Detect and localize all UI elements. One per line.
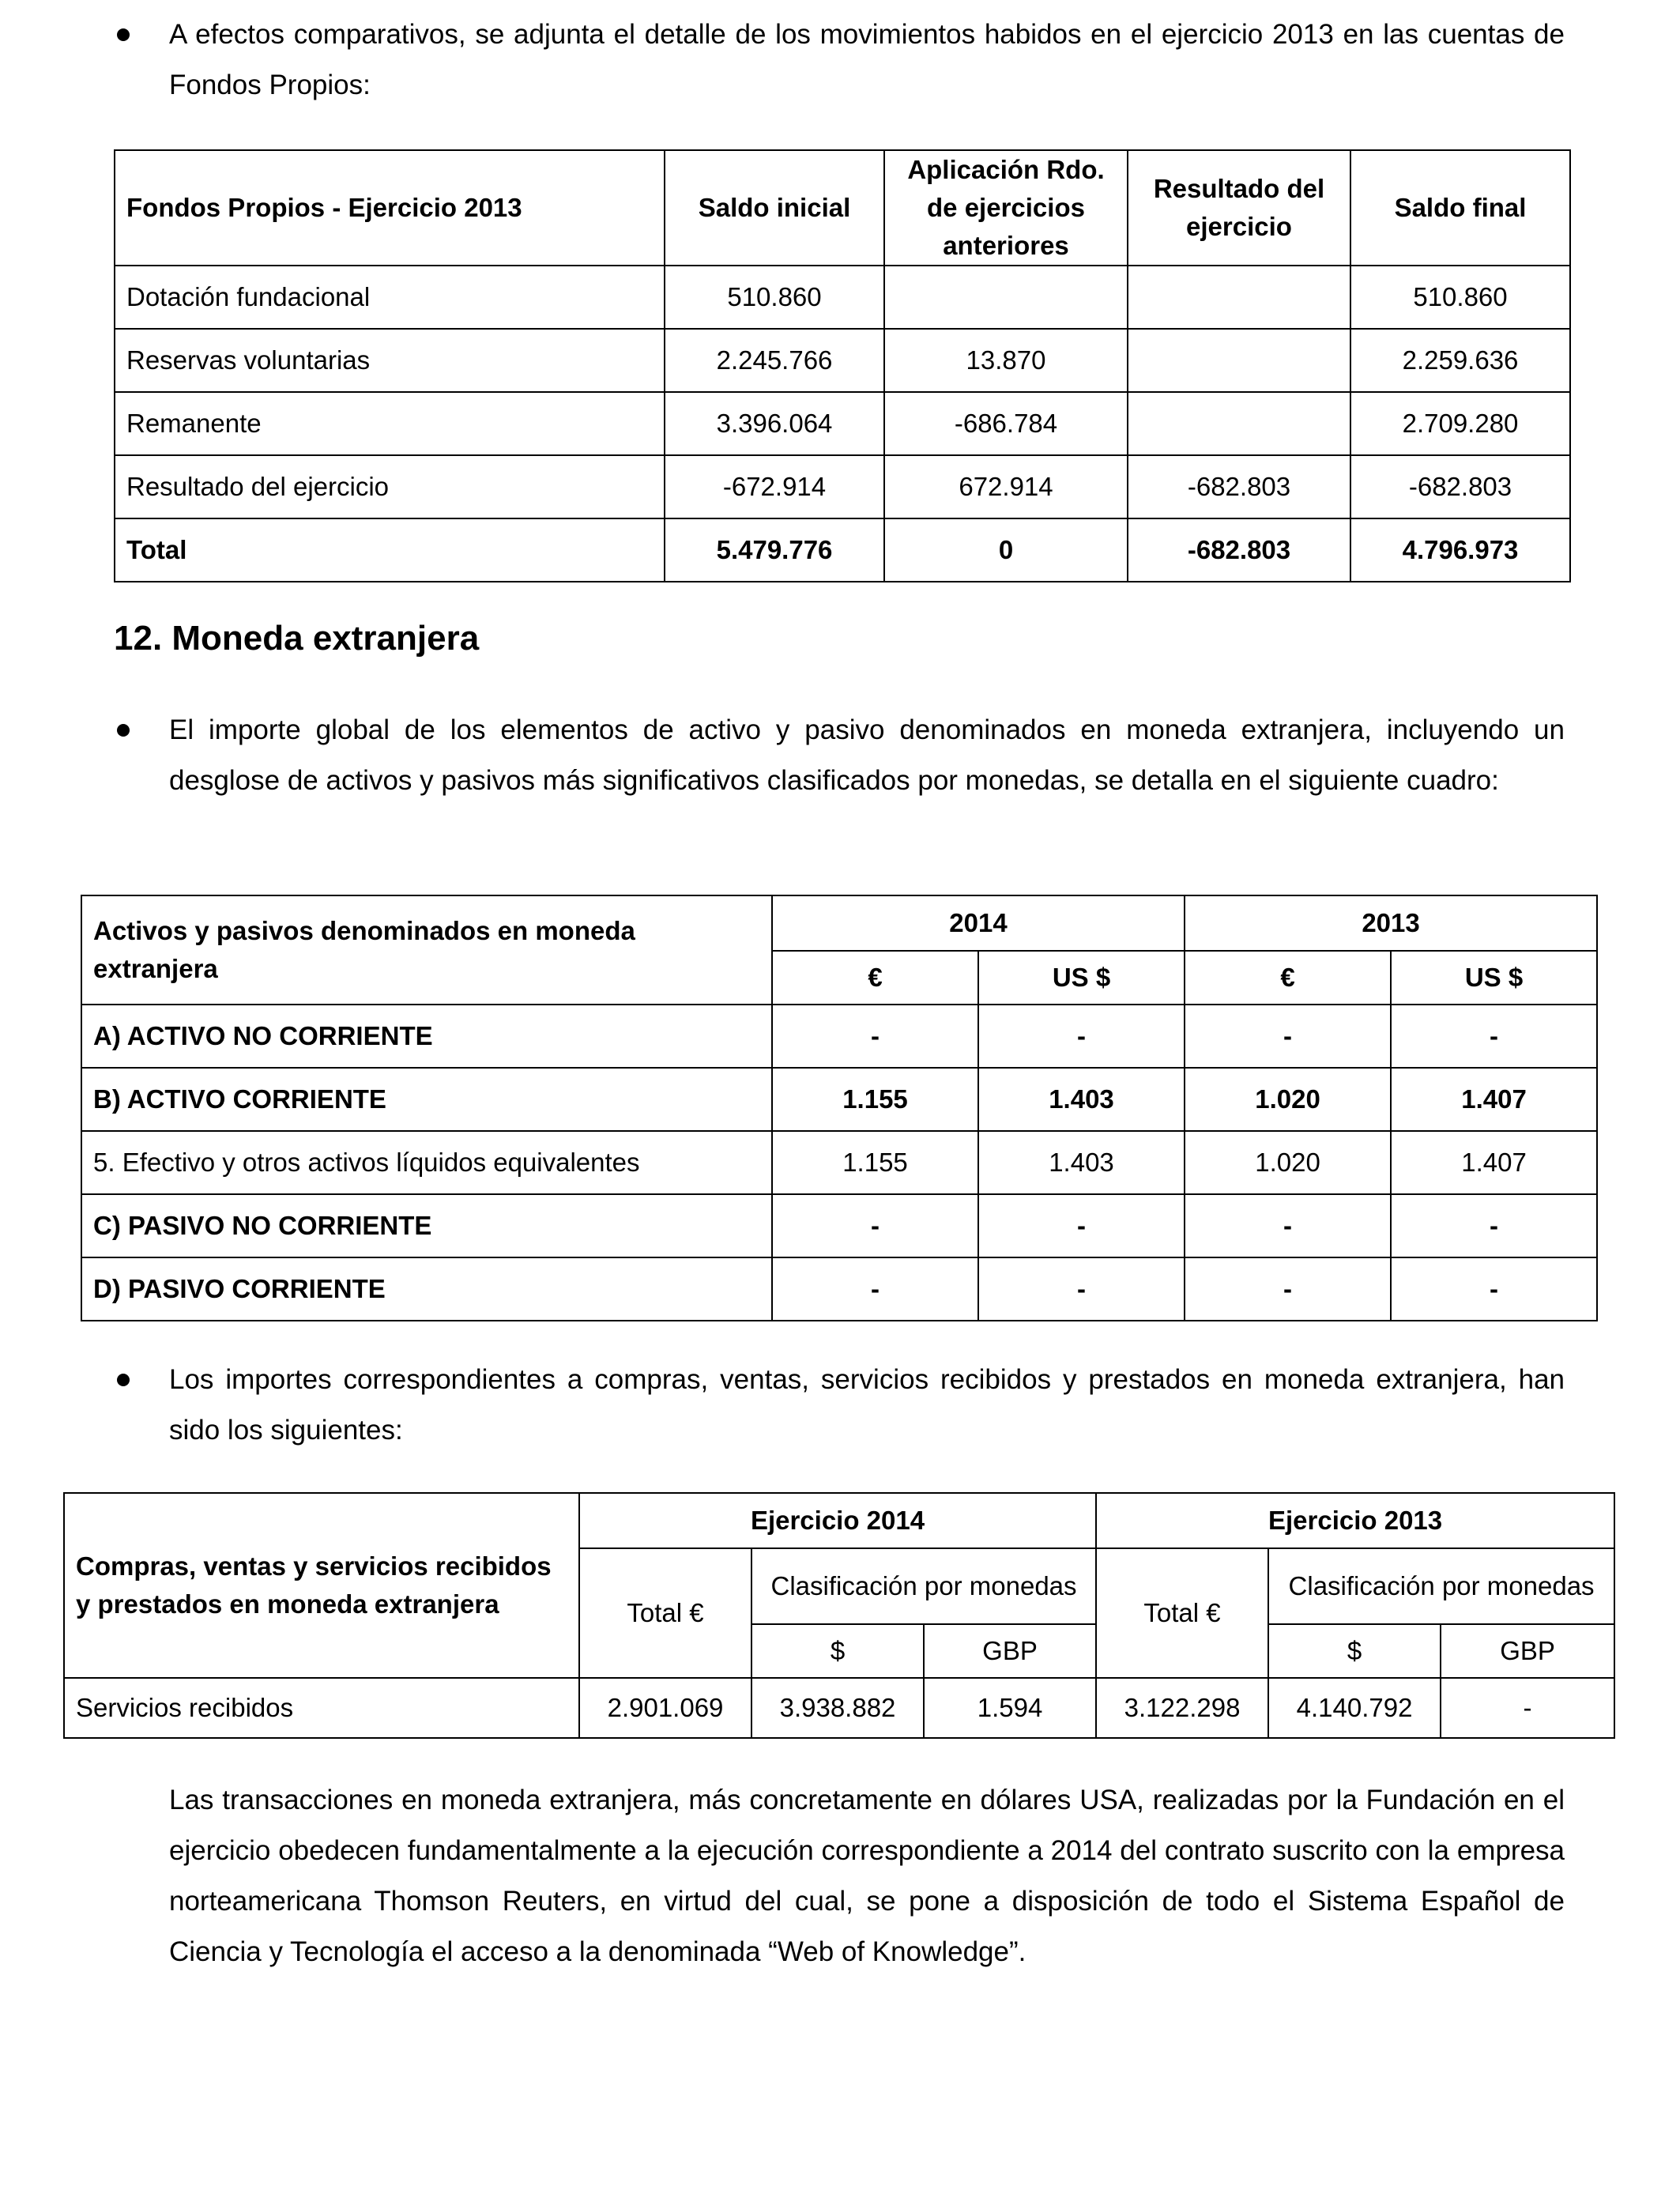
table-row (81, 1194, 1597, 1257)
clasificacion-header: Clasificación por monedas (1268, 1548, 1614, 1624)
activos-pasivos-table (81, 895, 1598, 1321)
cell-value: 1.594 (924, 1678, 1096, 1738)
cell-value: 510.860 (665, 266, 884, 329)
bullet-icon (117, 724, 130, 737)
cell-value: 1.407 (1391, 1131, 1597, 1194)
cell-value: 5.479.776 (665, 518, 884, 582)
row-label: B) ACTIVO CORRIENTE (81, 1068, 772, 1131)
cell-value: 13.870 (884, 329, 1128, 392)
table-row (115, 455, 1570, 518)
bullet-icon (117, 28, 130, 41)
currency-header: US $ (1391, 951, 1597, 1005)
compras-ventas-table (63, 1492, 1615, 1739)
cell-value: 4.140.792 (1268, 1678, 1441, 1738)
currency-header: $ (1268, 1624, 1441, 1678)
cell-value: - (978, 1194, 1185, 1257)
cell-value: - (978, 1005, 1185, 1068)
cell-value: 2.245.766 (665, 329, 884, 392)
table-header: Compras, ventas y servicios recibidos y prestados en moneda extranjera (64, 1493, 579, 1678)
compras-paragraph: Los importes correspondientes a compras, ventas, servicios recibidos y prestados en moneda extranjera, han sido los siguientes: (169, 1364, 1565, 1446)
cell-value: -672.914 (665, 455, 884, 518)
closing-paragraph: Las transacciones en moneda extranjera, más concretamente en dólares USA, realizadas por la Fundación en el ejercicio obedecen fundamentalmente a la ejecución correspondiente a 2014 del contrato suscrito con la empresa norteamericana Thomson Reuters, en virtud del cual, se pone a disposición de todo el Sistema Español de Ciencia y Tecnología el acceso a la denominada “Web of Knowledge”. (169, 1785, 1565, 1967)
cell-value: -682.803 (1128, 518, 1350, 582)
cell-value: - (772, 1005, 978, 1068)
currency-header: $ (751, 1624, 924, 1678)
cell-value: 510.860 (1350, 266, 1570, 329)
year-header: Ejercicio 2014 (579, 1493, 1096, 1548)
cell-value: 1.407 (1391, 1068, 1597, 1131)
table-row (81, 1068, 1597, 1131)
cell-value: 3.938.882 (751, 1678, 924, 1738)
table-row (115, 329, 1570, 392)
fondos-propios-table (114, 149, 1571, 582)
cell-value: 1.155 (772, 1068, 978, 1131)
cell-value: 1.403 (978, 1131, 1185, 1194)
bullet-icon (117, 1374, 130, 1386)
table-header: Saldo inicial (665, 150, 884, 266)
cell-value: - (1391, 1257, 1597, 1321)
cell-value (884, 266, 1128, 329)
cell-value: 3.396.064 (665, 392, 884, 455)
cell-value: 1.020 (1185, 1131, 1391, 1194)
cell-value: - (772, 1194, 978, 1257)
cell-value: 1.020 (1185, 1068, 1391, 1131)
cell-value: - (1185, 1194, 1391, 1257)
table-header: Aplicación Rdo. de ejercicios anteriores (884, 150, 1128, 266)
cell-value: - (1391, 1005, 1597, 1068)
table-total-row (115, 518, 1570, 582)
cell-value: 0 (884, 518, 1128, 582)
table-row (115, 266, 1570, 329)
clasificacion-header: Clasificación por monedas (751, 1548, 1096, 1624)
cell-value (1128, 329, 1350, 392)
table-header: Activos y pasivos denominados en moneda extranjera (81, 895, 772, 1005)
cell-value: - (1441, 1678, 1614, 1738)
cell-value (1128, 392, 1350, 455)
cell-value: 2.709.280 (1350, 392, 1570, 455)
table-row (64, 1678, 1614, 1738)
section-heading: 12. Moneda extranjera (114, 619, 480, 658)
currency-header: US $ (978, 951, 1185, 1005)
moneda-paragraph: El importe global de los elementos de activo y pasivo denominados en moneda extranjera, incluyendo un desglose de activos y pasivos más significativos clasificados por monedas, se detalla en el siguiente cuadro: (169, 714, 1565, 796)
table-row (81, 1257, 1597, 1321)
currency-header: € (1185, 951, 1391, 1005)
row-label: Dotación fundacional (115, 266, 665, 329)
year-header: 2013 (1185, 895, 1597, 951)
table-header: Saldo final (1350, 150, 1570, 266)
year-header: Ejercicio 2013 (1096, 1493, 1614, 1548)
cell-value: -686.784 (884, 392, 1128, 455)
cell-value: 1.155 (772, 1131, 978, 1194)
cell-value: -682.803 (1350, 455, 1570, 518)
cell-value: - (978, 1257, 1185, 1321)
table-header: Resultado del ejercicio (1128, 150, 1350, 266)
intro-paragraph: A efectos comparativos, se adjunta el detalle de los movimientos habidos en el ejercicio 2013 en las cuentas de Fondos Propios: (169, 19, 1565, 100)
row-label: 5. Efectivo y otros activos líquidos equivalentes (81, 1131, 772, 1194)
cell-value: -682.803 (1128, 455, 1350, 518)
cell-value: - (1185, 1005, 1391, 1068)
row-label: A) ACTIVO NO CORRIENTE (81, 1005, 772, 1068)
cell-value: - (772, 1257, 978, 1321)
row-label: C) PASIVO NO CORRIENTE (81, 1194, 772, 1257)
cell-value: 672.914 (884, 455, 1128, 518)
cell-value: - (1391, 1194, 1597, 1257)
table-row (81, 1131, 1597, 1194)
cell-value: 1.403 (978, 1068, 1185, 1131)
cell-value: 4.796.973 (1350, 518, 1570, 582)
cell-value: 3.122.298 (1096, 1678, 1268, 1738)
cell-value: 2.259.636 (1350, 329, 1570, 392)
table-row (115, 392, 1570, 455)
table-row (81, 1005, 1597, 1068)
cell-value: - (1185, 1257, 1391, 1321)
row-label: Servicios recibidos (64, 1678, 579, 1738)
row-label: Resultado del ejercicio (115, 455, 665, 518)
currency-header: GBP (924, 1624, 1096, 1678)
year-header: 2014 (772, 895, 1185, 951)
row-label: D) PASIVO CORRIENTE (81, 1257, 772, 1321)
cell-value (1128, 266, 1350, 329)
row-label: Reservas voluntarias (115, 329, 665, 392)
currency-header: GBP (1441, 1624, 1614, 1678)
currency-header: € (772, 951, 978, 1005)
table-header: Fondos Propios - Ejercicio 2013 (115, 150, 665, 266)
total-header: Total € (1096, 1548, 1268, 1678)
row-label: Total (115, 518, 665, 582)
cell-value: 2.901.069 (579, 1678, 751, 1738)
row-label: Remanente (115, 392, 665, 455)
total-header: Total € (579, 1548, 751, 1678)
